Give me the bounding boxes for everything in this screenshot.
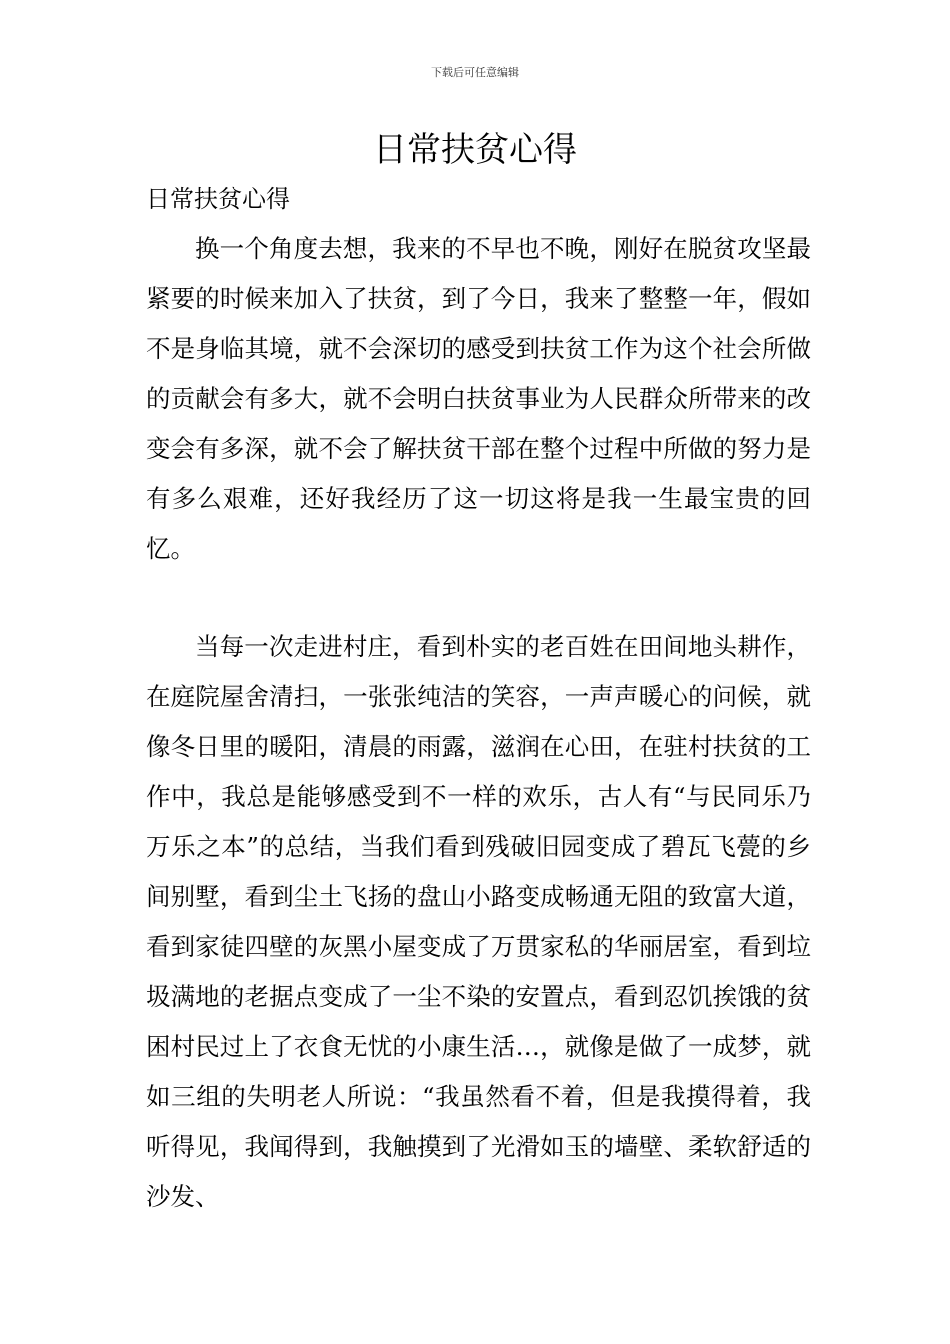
paragraph-1: 换一个角度去想，我来的不早也不晚，刚好在脱贫攻坚最紧要的时候来加入了扶贫，到了今日，我来了整整一年，假如不是身临其境，就不会深切的感受到扶贫工作为这个社会所做的贡献会有多大，就不会明白扶贫事业为人民群众所带来的改变会有多深，就不会了解扶贫干部在整个过程中所做的努力是有多么艰难，还好我经历了这一切这将是我一生最宝贵的回忆。 bbox=[146, 234, 811, 563]
document-subtitle: 日常扶贫心得 bbox=[146, 185, 290, 213]
paragraph-2: 当每一次走进村庄，看到朴实的老百姓在田间地头耕作，在庭院屋舍清扫，一张张纯洁的笑容，一声声暖心的问候，就像冬日里的暖阳，清晨的雨露，滋润在心田，在驻村扶贫的工作中，我总是能够感受到不一样的欢乐，古人有“与民同乐乃万乐之本”的总结，当我们看到残破旧园变成了碧瓦飞甍的乡间别墅，看到尘土飞扬的盘山小路变成畅通无阻的致富大道，看到家徒四壁的灰黑小屋变成了万贯家私的华丽居室，看到垃圾满地的老据点变成了一尘不染的安置点，看到忍饥挨饿的贫困村民过上了衣食无忧的小康生活…，就像是做了一成梦，就如三组的失明老人所说：“我虽然看不着，但是我摸得着，我听得见，我闻得到，我触摸到了光滑如玉的墙壁、柔软舒适的沙发、 bbox=[146, 632, 811, 1211]
document-title: 日常扶贫心得 bbox=[373, 130, 577, 170]
header-note: 下载后可任意编辑 bbox=[431, 66, 519, 79]
